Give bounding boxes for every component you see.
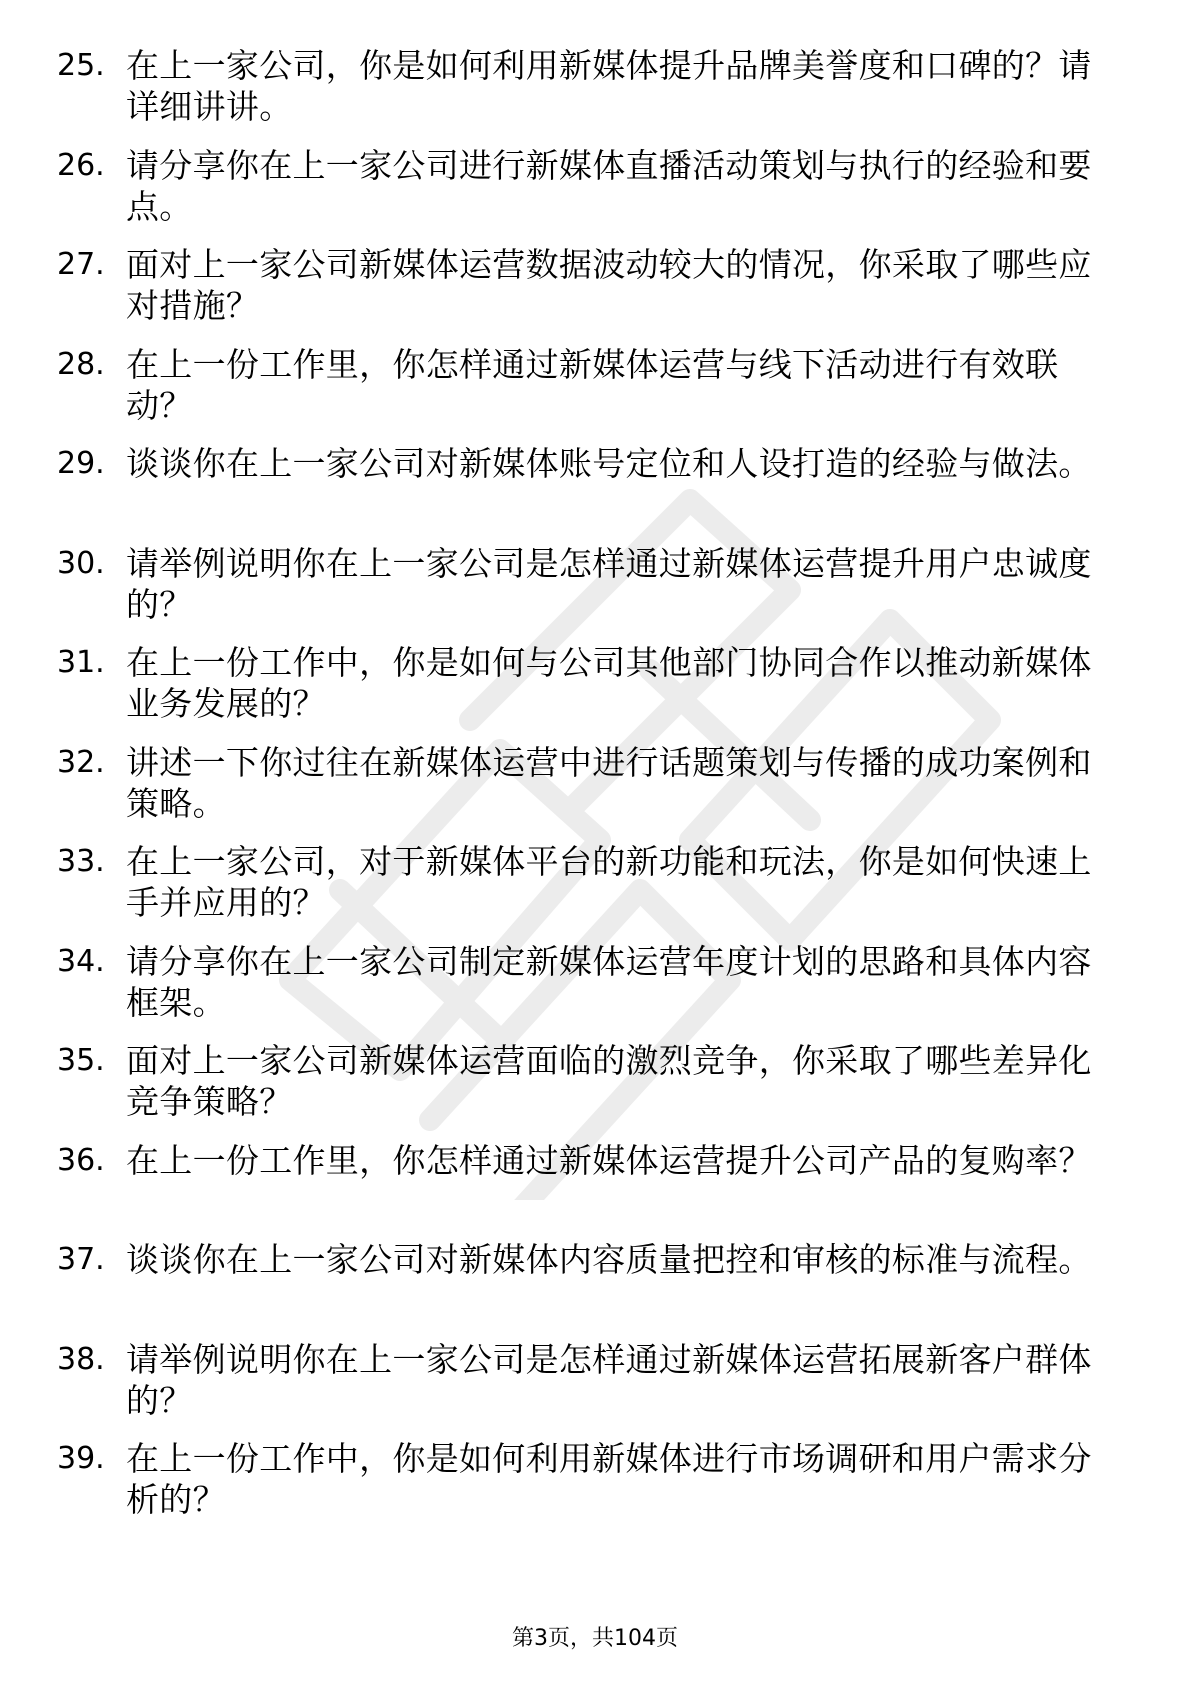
question-text: 谈谈你在上一家公司对新媒体内容质量把控和审核的标准与流程。 bbox=[126, 1240, 1092, 1279]
question-text: 谈谈你在上一家公司对新媒体账号定位和人设打造的经验与做法。 bbox=[126, 444, 1092, 483]
question-number: 38. bbox=[57, 1341, 105, 1377]
question-item bbox=[0, 1140, 1190, 1240]
question-item bbox=[0, 244, 1190, 344]
question-item bbox=[0, 1339, 1190, 1439]
question-number: 39. bbox=[57, 1441, 105, 1476]
question-item bbox=[0, 642, 1190, 742]
question-number: 31. bbox=[57, 645, 105, 680]
question-text: 在上一份工作里，你怎样通过新媒体运营与线下活动进行有效联动？ bbox=[126, 344, 1059, 425]
question-item bbox=[0, 742, 1190, 842]
question-text: 在上一份工作中，你是如何与公司其他部门协同合作以推动新媒体业务发展的？ bbox=[126, 643, 1092, 723]
question-number: 32. bbox=[57, 744, 105, 780]
question-item bbox=[0, 145, 1190, 245]
question-text: 请分享你在上一家公司进行新媒体直播活动策划与执行的经验和要点。 bbox=[126, 145, 1092, 226]
question-item bbox=[0, 841, 1190, 941]
question-text: 在上一份工作中，你是如何利用新媒体进行市场调研和用户需求分析的？ bbox=[126, 1439, 1092, 1519]
question-item bbox=[0, 443, 1190, 543]
question-number: 36. bbox=[57, 1142, 105, 1178]
question-item bbox=[0, 941, 1190, 1041]
question-text: 请分享你在上一家公司制定新媒体运营年度计划的思路和具体内容框架。 bbox=[126, 941, 1092, 1022]
question-number: 37. bbox=[57, 1242, 105, 1277]
page-number-footer: 第3页，共104页 bbox=[512, 1626, 678, 1651]
question-item bbox=[0, 1239, 1190, 1339]
question-item bbox=[0, 1040, 1190, 1140]
question-text: 讲述一下你过往在新媒体运营中进行话题策划与传播的成功案例和策略。 bbox=[126, 742, 1092, 823]
question-list bbox=[0, 45, 1190, 1538]
question-text: 面对上一家公司新媒体运营面临的激烈竞争，你采取了哪些差异化竞争策略？ bbox=[126, 1041, 1092, 1121]
question-number: 34. bbox=[57, 943, 105, 979]
question-number: 28. bbox=[57, 346, 105, 382]
question-number: 29. bbox=[57, 446, 105, 481]
question-number: 25. bbox=[57, 48, 105, 83]
question-text: 在上一家公司，你是如何利用新媒体提升品牌美誉度和口碑的？请详细讲讲。 bbox=[126, 46, 1092, 126]
question-item bbox=[0, 543, 1190, 643]
question-number: 35. bbox=[57, 1043, 105, 1078]
question-text: 请举例说明你在上一家公司是怎样通过新媒体运营拓展新客户群体的？ bbox=[126, 1339, 1092, 1420]
question-number: 33. bbox=[57, 844, 105, 879]
question-number: 26. bbox=[57, 147, 105, 183]
question-text: 请举例说明你在上一家公司是怎样通过新媒体运营提升用户忠诚度的？ bbox=[126, 543, 1092, 624]
question-number: 30. bbox=[57, 545, 105, 581]
question-item bbox=[0, 45, 1190, 145]
question-item bbox=[0, 1438, 1190, 1538]
question-text: 面对上一家公司新媒体运营数据波动较大的情况，你采取了哪些应对措施？ bbox=[126, 245, 1092, 325]
question-text: 在上一份工作里，你怎样通过新媒体运营提升公司产品的复购率？ bbox=[126, 1140, 1092, 1180]
question-number: 27. bbox=[57, 247, 105, 282]
question-text: 在上一家公司，对于新媒体平台的新功能和玩法，你是如何快速上手并应用的？ bbox=[126, 842, 1092, 922]
question-item bbox=[0, 344, 1190, 444]
